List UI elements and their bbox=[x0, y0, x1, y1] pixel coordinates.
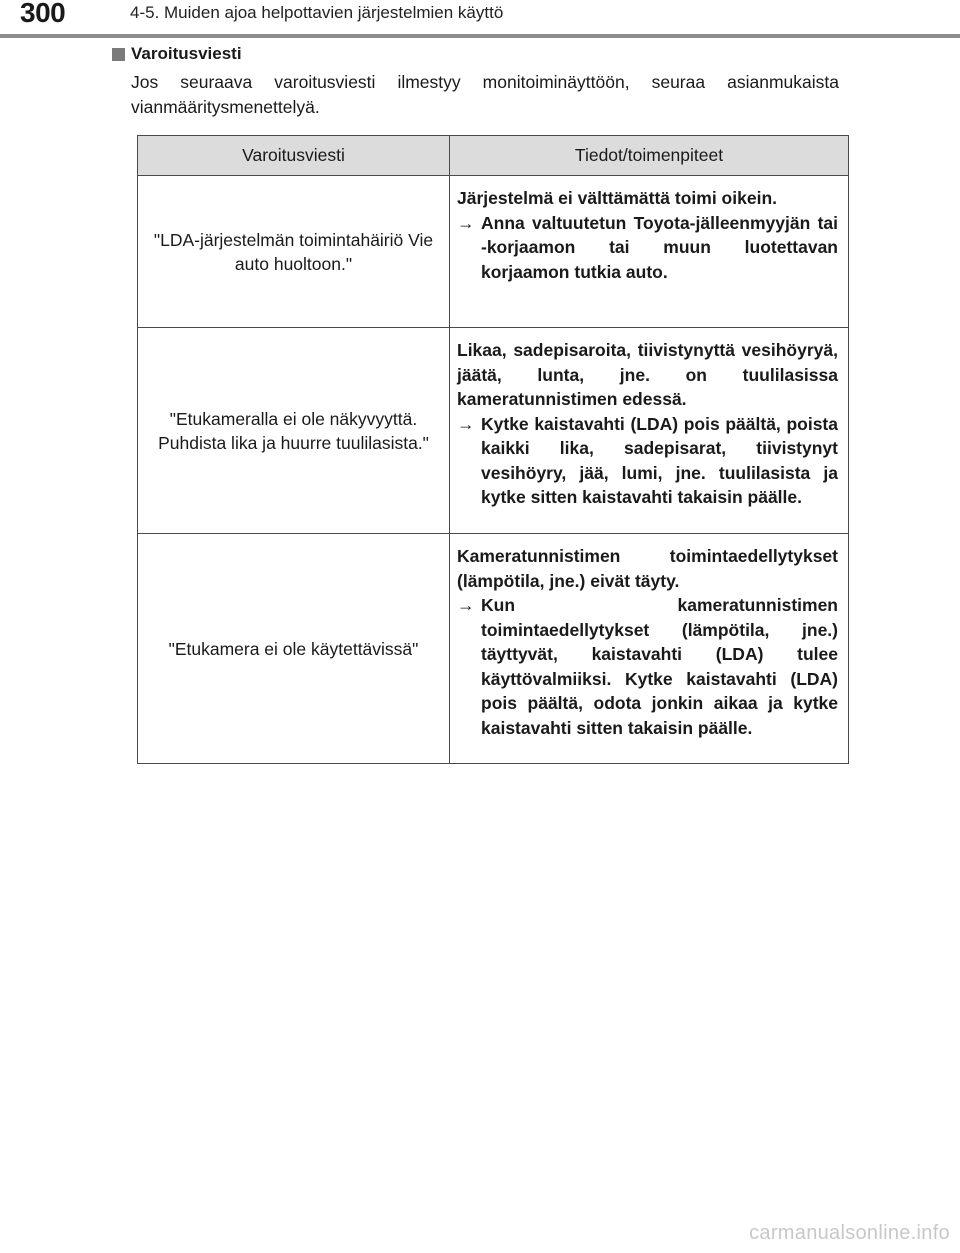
arrow-right-icon: → bbox=[457, 595, 475, 615]
table-row bbox=[138, 176, 849, 328]
column-header-message: Varoitusviesti bbox=[138, 136, 450, 176]
info-text: Kameratunnistimen toimintaedellytykset (lämpötila, jne.) eivät täyty. bbox=[457, 546, 838, 591]
action-item bbox=[457, 593, 838, 740]
section-heading-text: Varoitusviesti bbox=[131, 44, 242, 63]
action-text: Kytke kaistavahti (LDA) pois päältä, poista kaikki lika, sadepisarat, tiivistynyt vesihöyry, jää, lumi, jne. tuulilasista ja kytke sitten kaistavahti takaisin päälle. bbox=[481, 413, 838, 507]
square-bullet-icon bbox=[112, 48, 125, 61]
info-text: Järjestelmä ei välttämättä toimi oikein. bbox=[457, 188, 777, 208]
arrow-right-icon: → bbox=[457, 413, 475, 434]
page-header bbox=[0, 0, 960, 36]
page-number: 300 bbox=[20, 0, 66, 28]
chapter-title: 4-5. Muiden ajoa helpottavien järjestelmien käyttö bbox=[130, 3, 504, 22]
action-item bbox=[457, 211, 838, 285]
table-row bbox=[138, 328, 849, 534]
table-row bbox=[138, 534, 849, 764]
warning-message: "Etukamera ei ole käytettävissä" bbox=[138, 534, 450, 764]
info-text: Likaa, sadepisaroita, tiivistynyttä vesihöyryä, jäätä, lunta, jne. on tuulilasissa kameratunnistimen edessä. bbox=[457, 340, 838, 409]
warning-table bbox=[137, 135, 849, 764]
watermark: carmanualsonline.info bbox=[749, 1222, 950, 1244]
warning-message: "LDA-järjestelmän toimintahäiriö Vie auto huoltoon." bbox=[138, 176, 450, 328]
warning-message: "Etukameralla ei ole näkyvyyttä. Puhdista lika ja huurre tuulilasista." bbox=[138, 328, 450, 534]
section-heading bbox=[112, 44, 242, 64]
info-cell bbox=[450, 176, 849, 328]
action-text: Anna valtuutetun Toyota-jälleenmyyjän tai -korjaamon tai muun luotettavan korjaamon tutkia auto. bbox=[481, 212, 838, 282]
header-divider bbox=[0, 34, 960, 38]
column-header-info: Tiedot/toimenpiteet bbox=[450, 136, 849, 176]
info-cell bbox=[450, 328, 849, 534]
action-item bbox=[457, 412, 838, 510]
intro-paragraph: Jos seuraava varoitusviesti ilmestyy monitoiminäyttöön, seuraa asianmukaista vianmääritysmenettelyä. bbox=[131, 72, 839, 117]
arrow-right-icon: → bbox=[457, 212, 475, 233]
table-header-row bbox=[138, 136, 849, 176]
info-cell bbox=[450, 534, 849, 764]
action-text: Kun kameratunnistimen toimintaedellytykset (lämpötila, jne.) täyttyvät, kaistavahti (LDA) tulee käyttövalmiiksi. Kytke kaistavahti (LDA) pois päältä, odota jonkin aikaa ja kytke kaistavahti sitten takaisin päälle. bbox=[481, 595, 838, 738]
